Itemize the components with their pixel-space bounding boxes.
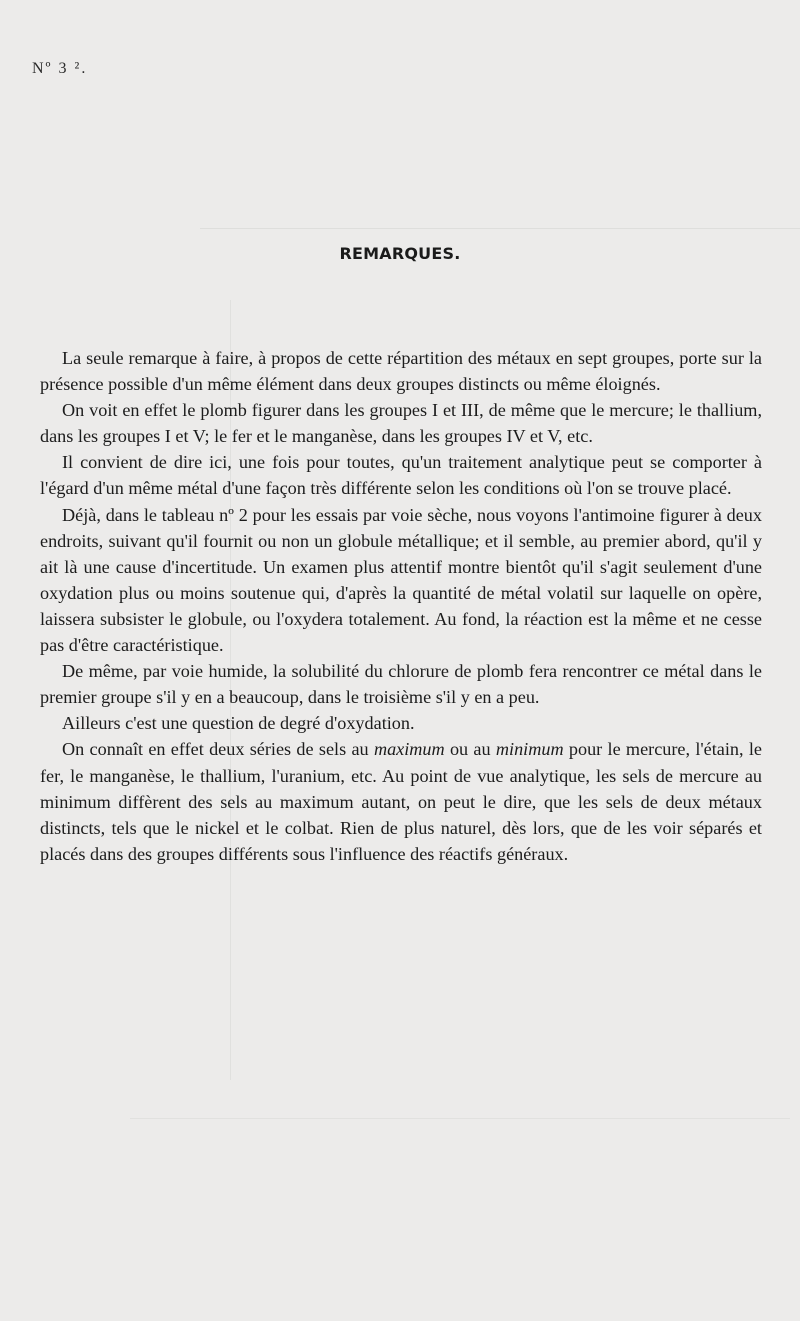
page-number: Nº 3 ².: [32, 60, 88, 77]
body-text: [40, 345, 762, 867]
paragraph: De même, par voie humide, la solubilité du chlorure de plomb fera rencontrer ce métal dans le premier groupe s'il y en a beaucoup, dans le troisième s'il y en a peu.: [40, 661, 762, 708]
page-title: REMARQUES.: [339, 244, 461, 263]
emphasis-minimum: minimum: [495, 739, 564, 760]
emphasis-maximum: maximum: [373, 739, 445, 760]
paragraph-last: [40, 736, 762, 866]
paragraph: On voit en effet le plomb figurer dans les groupes I et III, de même que le mercure; le thallium, dans les groupes I et V; le fer et le manganèse, dans les groupes IV et V, etc.: [40, 400, 762, 447]
paragraph: La seule remarque à faire, à propos de cette répartition des métaux en sept groupes, porte sur la présence possible d'un même élément dans deux groupes distincts ou même éloignés.: [40, 348, 762, 395]
paragraph: Il convient de dire ici, une fois pour toutes, qu'un traitement analytique peut se comporter à l'égard d'un même métal d'une façon très différente selon les conditions où l'on se trouve placé.: [40, 452, 762, 499]
text-run: On connaît en effet deux séries de sels au: [62, 739, 374, 760]
text-run: pour le mercure, l'étain, le fer, le manganèse, le thallium, l'uranium, etc. Au point de vue analytique, les sels de mercure au minimum diffèrent des sels au maximum autant, on peut le dire, que les sels de deux métaux distincts, tels que le nickel et le colbat. Rien de plus naturel, dès lors, que de les voir séparés et placés dans des groupes différents sous l'influence des réactifs généraux.: [40, 739, 762, 864]
show-through-band: [200, 228, 800, 241]
show-through-footer: [130, 1108, 790, 1119]
paragraph: Ailleurs c'est une question de degré d'oxydation.: [62, 713, 415, 734]
text-run: ou au: [444, 739, 496, 760]
paragraph: Déjà, dans le tableau nº 2 pour les essais par voie sèche, nous voyons l'antimoine figurer à deux endroits, suivant qu'il fournit ou non un globule métallique; et il semble, au premier abord, qu'il y ait là une cause d'incertitude. Un examen plus attentif montre bientôt qu'il s'agit seulement d'une oxydation plus ou moins soutenue qui, d'après la quantité de métal volatil sur laquelle on opère, laissera subsister le globule, ou l'oxydera totalement. Au fond, la réaction est la même et ne cesse pas d'être caractéristique.: [40, 504, 762, 656]
